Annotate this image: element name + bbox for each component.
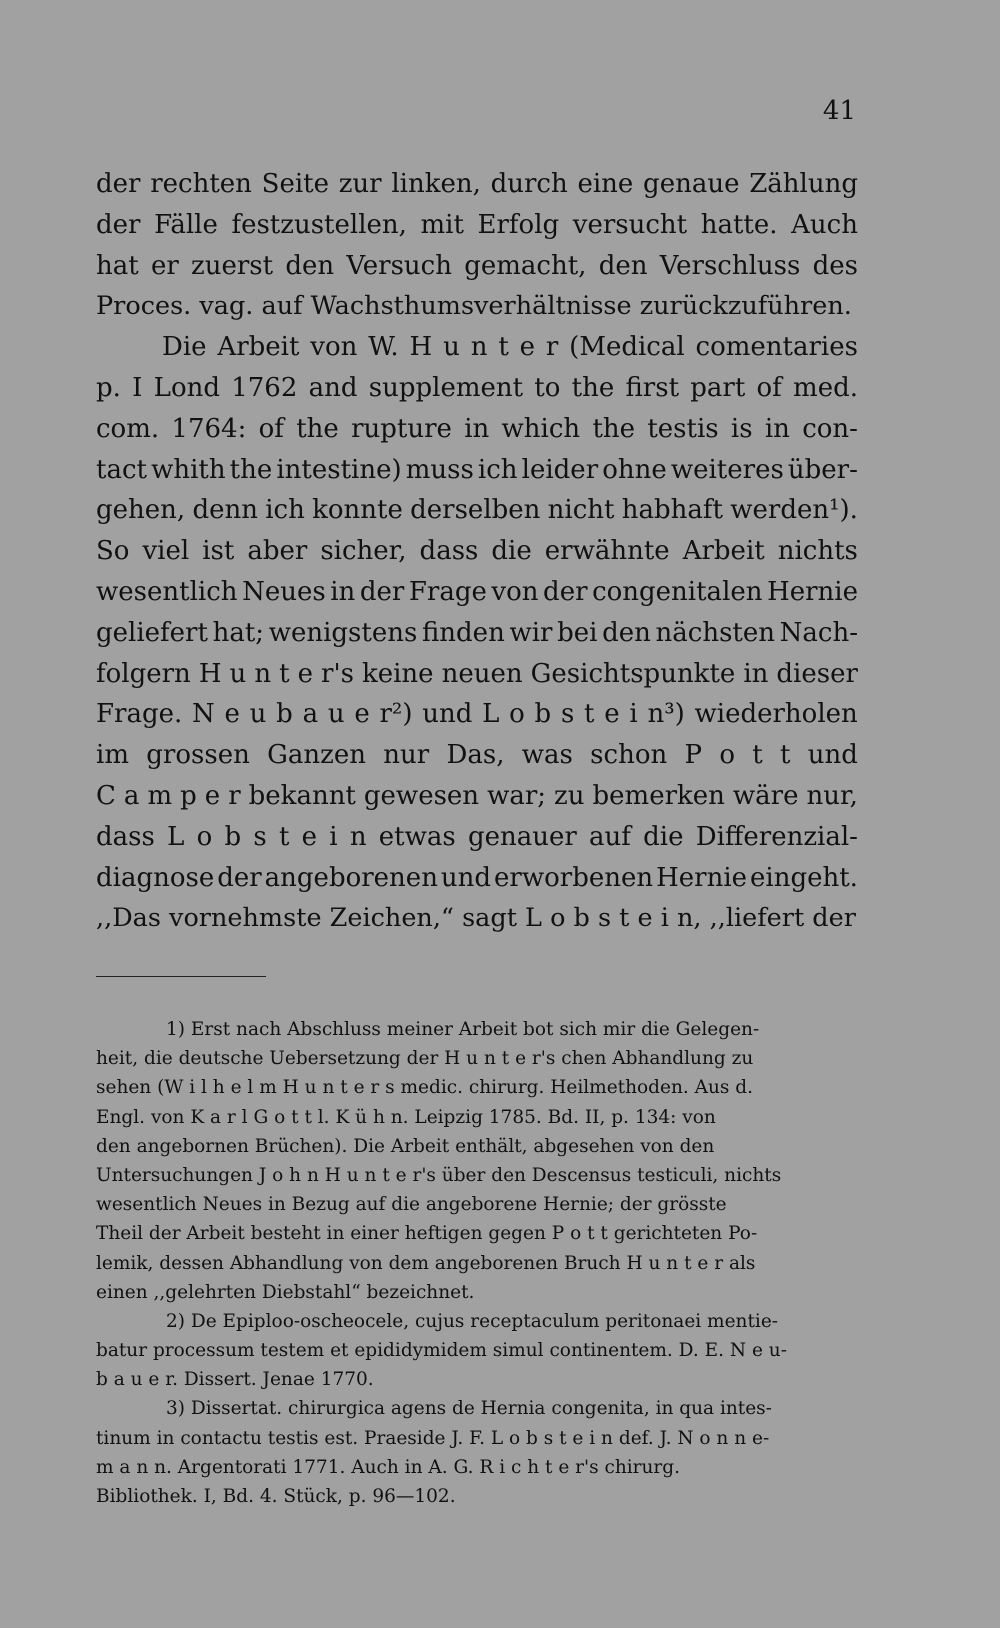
footnote-separator <box>96 976 266 977</box>
text-line: im grossen Ganzen nur Das, was schon P o t t und <box>96 740 858 771</box>
text-line: com. 1764: of the rupture in which the testis is in con- <box>96 413 858 444</box>
text-line: tact whith the intestine) muss ich leider ohne weiteres über- <box>96 454 858 485</box>
footnote-line: m a n n. Argentorati 1771. Auch in A. G. R i c h t e r's chirurg. <box>96 1456 680 1478</box>
footnote-line: lemik, dessen Abhandlung von dem angeborenen Bruch H u n t e r als <box>96 1252 756 1274</box>
text-line: Die Arbeit von W. H u n t e r (Medical comentaries <box>162 332 858 363</box>
text-line: wesentlich Neues in der Frage von der congenitalen Hernie <box>96 576 858 607</box>
page-number: 41 <box>822 96 856 126</box>
footnote-line: 3) Dissertat. chirurgica agens de Hernia congenita, in qua intes- <box>166 1398 772 1420</box>
text-line: p. I Lond 1762 and supplement to the first part of med. <box>96 372 858 403</box>
footnote-line: Untersuchungen J o h n H u n t e r's über den Descensus testiculi, nichts <box>96 1164 782 1186</box>
footnote-line: Theil der Arbeit besteht in einer heftigen gegen P o t t gerichteten Po- <box>96 1223 758 1245</box>
text-line: diagnose der angeborenen und erworbenen Hernie eingeht. <box>96 862 858 893</box>
footnote-line: 2) De Epiploo-oscheocele, cujus receptaculum peritonaei mentie- <box>166 1310 779 1332</box>
text-line: C a m p e r bekannt gewesen war; zu bemerken wäre nur, <box>96 780 858 811</box>
footnote-line: Bibliothek. I, Bd. 4. Stück, p. 96—102. <box>96 1486 456 1507</box>
footnote-line: tinum in contactu testis est. Praeside J. F. L o b s t e i n def. J. N o n n e- <box>96 1427 770 1449</box>
text-line: Frage. N e u b a u e r²) und L o b s t e i n³) wiederholen <box>96 699 858 730</box>
footnote-line: b a u e r. Dissert. Jenae 1770. <box>96 1369 374 1391</box>
footnote-line: heit, die deutsche Uebersetzung der H u n t e r's chen Abhandlung zu <box>96 1048 754 1070</box>
text-line: geliefert hat; wenigstens finden wir bei den nächsten Nach- <box>96 617 858 648</box>
main-text-block <box>96 164 858 939</box>
text-line: Proces. vag. auf Wachsthumsverhältnisse zurückzuführen. <box>96 291 852 322</box>
text-line: gehen, denn ich konnte derselben nicht habhaft werden¹). <box>96 495 858 526</box>
text-line: der rechten Seite zur linken, durch eine genaue Zählung <box>96 169 858 199</box>
text-line: So viel ist aber sicher, dass die erwähnte Arbeit nichts <box>96 536 858 567</box>
footnote-line: den angebornen Brüchen). Die Arbeit enthält, abgesehen von den <box>96 1135 715 1157</box>
footnote-line: wesentlich Neues in Bezug auf die angeborene Hernie; der grösste <box>96 1194 727 1216</box>
footnote-line: sehen (W i l h e l m H u n t e r s medic. chirurg. Heilmethoden. Aus d. <box>96 1077 754 1099</box>
footnote-line: batur processum testem et epididymidem simul continentem. D. E. N e u- <box>96 1340 787 1362</box>
text-line: der Fälle festzustellen, mit Erfolg versucht hatte. Auch <box>96 209 858 240</box>
footnote-line: Engl. von K a r l G o t t l. K ü h n. Leipzig 1785. Bd. II, p. 134: von <box>96 1106 716 1128</box>
text-line: dass L o b s t e i n etwas genauer auf die Differenzial- <box>96 821 858 852</box>
footnotes-block <box>96 1015 858 1511</box>
text-line: hat er zuerst den Versuch gemacht, den Verschluss des <box>96 250 858 281</box>
text-line: folgern H u n t e r's keine neuen Gesichtspunkte in dieser <box>96 658 858 689</box>
text-line: ,,Das vornehmste Zeichen,“ sagt L o b s t e i n, ,,liefert der <box>96 903 856 934</box>
footnote-line: einen ,,gelehrten Diebstahl“ bezeichnet. <box>96 1281 475 1303</box>
footnote-line: 1) Erst nach Abschluss meiner Arbeit bot sich mir die Gelegen- <box>166 1019 760 1040</box>
